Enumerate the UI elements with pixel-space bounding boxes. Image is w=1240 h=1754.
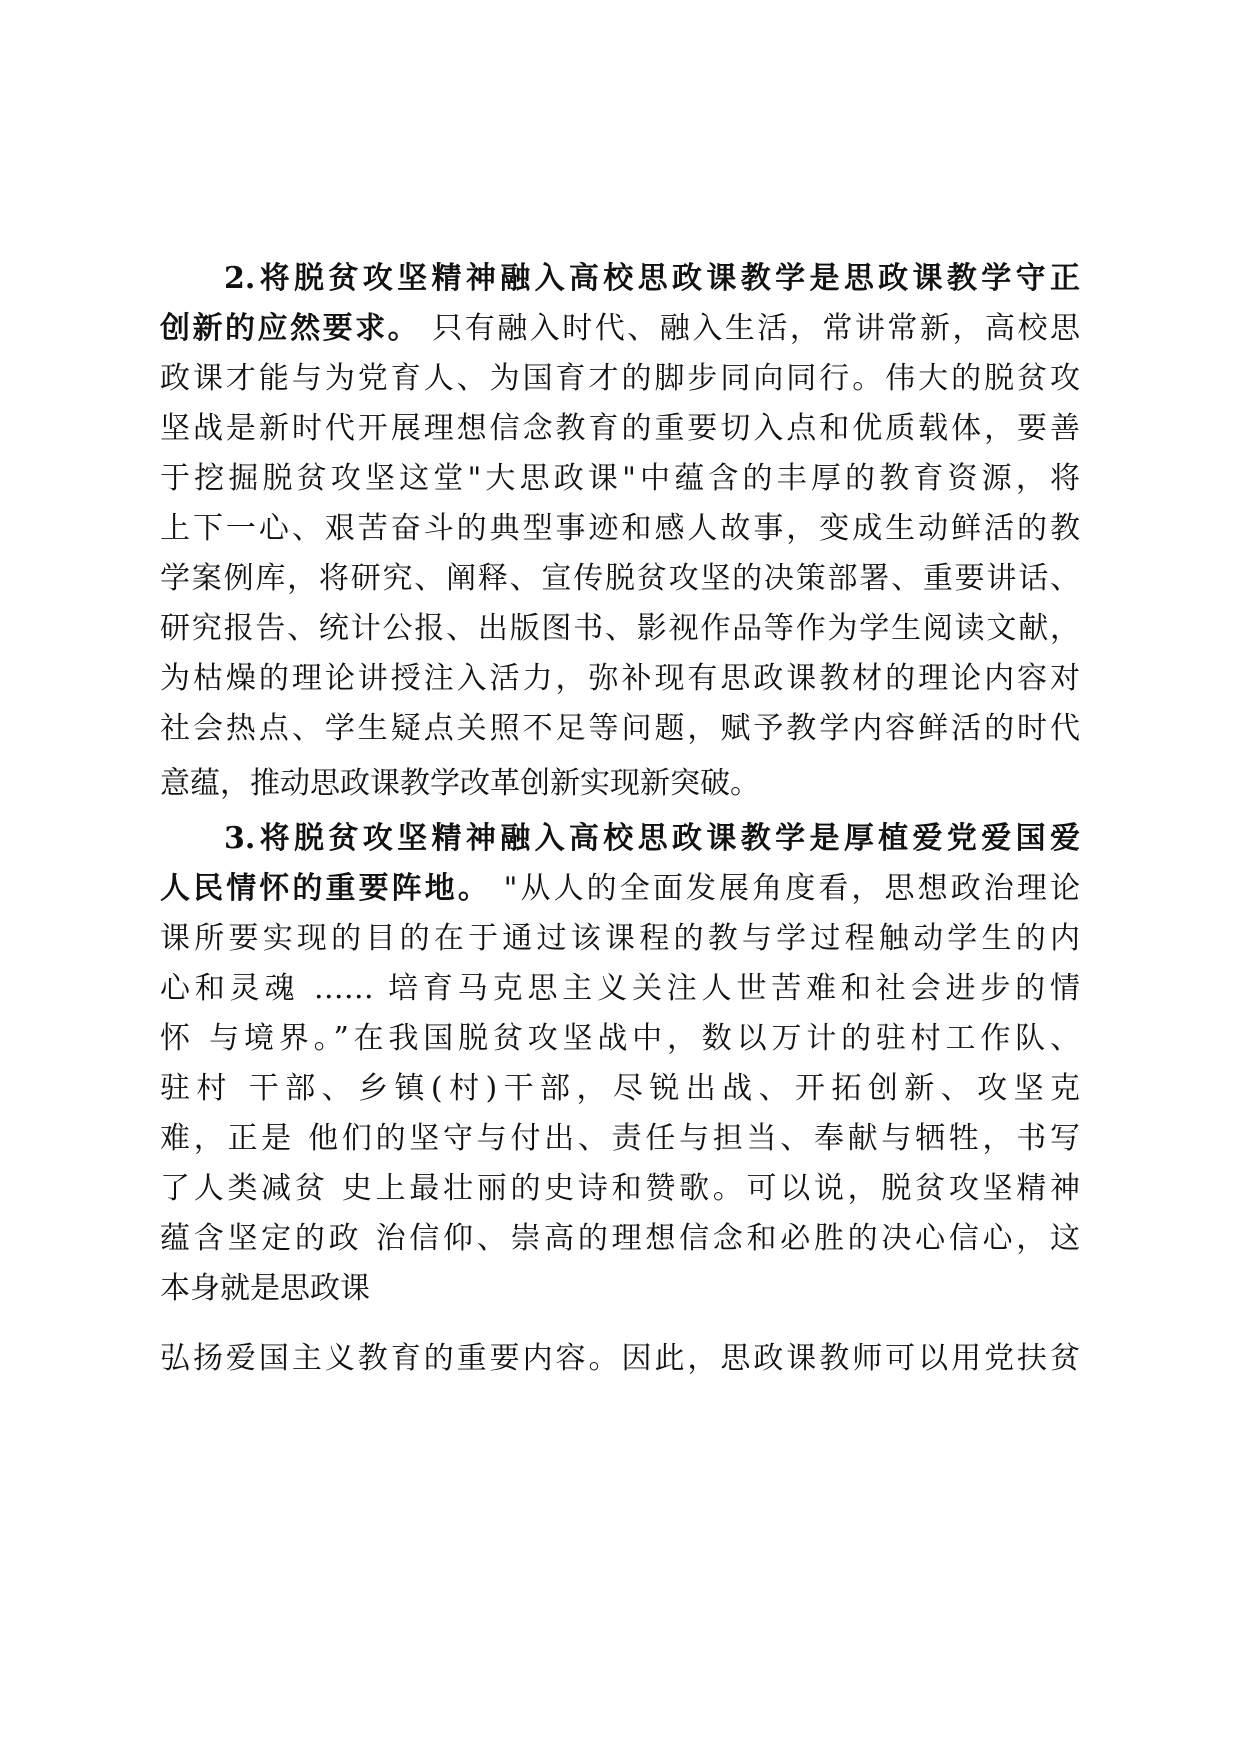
para2-line2-rest: 只有融入时代、融入生活，常讲常新，高校思	[420, 311, 1080, 346]
para2-line9: 为枯燥的理论讲授注入活力，弥补现有思政课教材的理论内容对	[160, 661, 1080, 696]
para2-heading-line2: 创新的应然要求。	[160, 311, 421, 346]
para3-line4: 心和灵魂 …… 培育马克思主义关注人世苦难和社会进步的情	[160, 971, 1080, 1006]
para2-line3: 政课才能与为党育人、为国育才的脚步同向同行。伟大的脱贫攻	[160, 361, 1080, 396]
para2-line2	[160, 305, 1080, 353]
para2-line5: 于挖掘脱贫攻坚这堂"大思政课"中蕴含的丰厚的教育资源，将	[160, 461, 1080, 496]
para3-heading-line2: 人民情怀的重要阵地。	[160, 871, 491, 906]
para3-line2	[160, 865, 1080, 913]
para3-heading-line1: 3.将脱贫攻坚精神融入高校思政课教学是厚植爱党爱国爱	[224, 821, 1080, 856]
para3-line7: 难，正是 他们的坚守与付出、责任与担当、奉献与牺牲，书写	[160, 1121, 1080, 1156]
para2-line6: 上下一心、艰苦奋斗的典型事迹和感人故事，变成生动鲜活的教	[160, 511, 1080, 546]
para3-line3: 课所要实现的目的在于通过该课程的教与学过程触动学生的内	[160, 921, 1080, 956]
para3-line10: 本身就是思政课	[160, 1271, 370, 1306]
para2-heading-line1: 2.将脱贫攻坚精神融入高校思政课教学是思政课教学守正	[224, 261, 1080, 296]
para2-line10: 社会热点、学生疑点关照不足等问题，赋予教学内容鲜活的时代	[160, 711, 1080, 746]
para2-line8: 研究报告、统计公报、出版图书、影视作品等作为学生阅读文献，	[160, 611, 1080, 646]
para2-line4: 坚战是新时代开展理想信念教育的重要切入点和优质载体，要善	[160, 411, 1080, 446]
para3-line2-rest: "从人的全面发展角度看，思想政治理论	[490, 871, 1080, 906]
para2-line7: 学案例库，将研究、阐释、宣传脱贫攻坚的决策部署、重要讲话、	[160, 561, 1080, 596]
para4-line1: 弘扬爱国主义教育的重要内容。因此，思政课教师可以用党扶贫	[160, 1341, 1080, 1376]
para3-line8: 了人类减贫 史上最壮丽的史诗和赞歌。可以说，脱贫攻坚精神	[160, 1171, 1080, 1206]
para3-line6: 驻村 干部、乡镇(村)干部，尽锐出战、开拓创新、攻坚克	[160, 1071, 1080, 1106]
para2-line11: 意蕴，推动思政课教学改革创新实现新突破。	[160, 766, 760, 801]
para3-line5: 怀 与境界。”在我国脱贫攻坚战中，数以万计的驻村工作队、	[160, 1021, 1080, 1056]
para3-line9: 蕴含坚定的政 治信仰、崇高的理想信念和必胜的决心信心，这	[160, 1221, 1080, 1256]
